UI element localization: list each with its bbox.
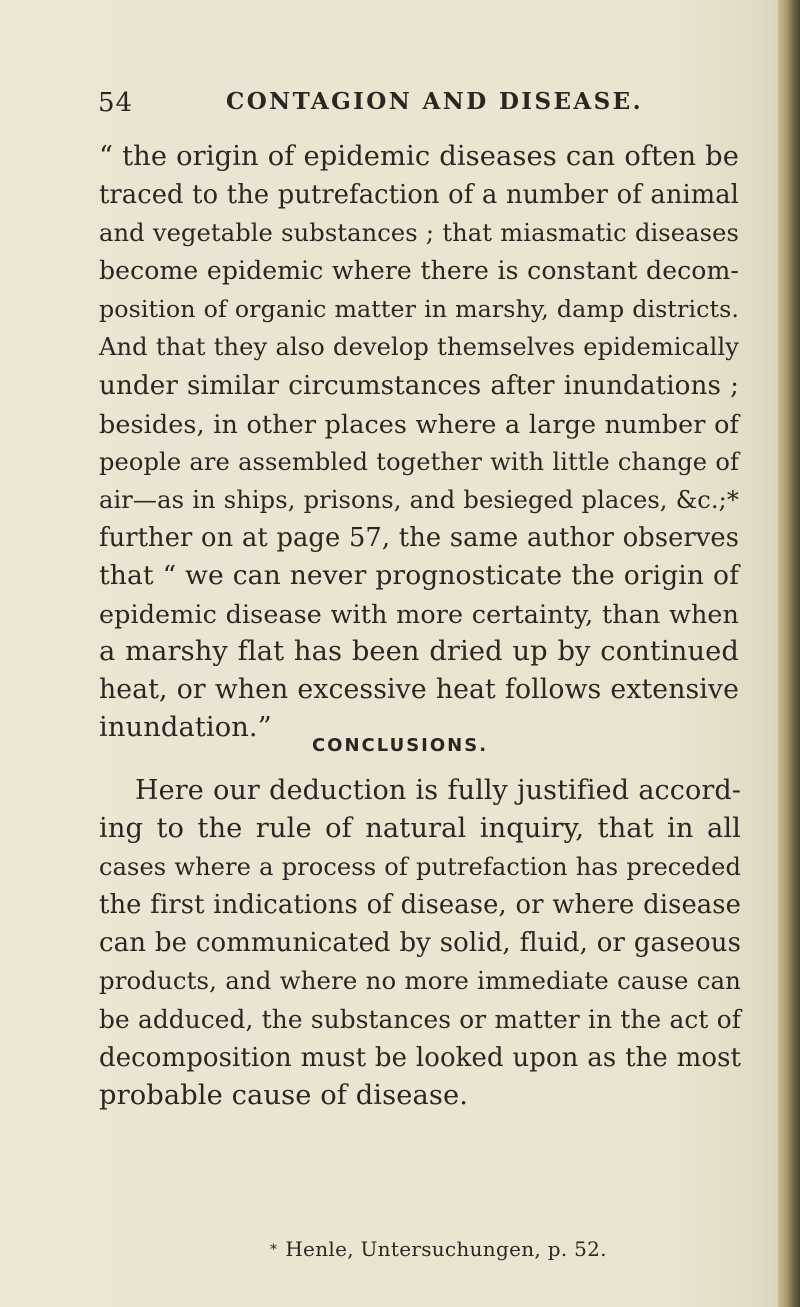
text-line: under similar circumstances after inundations ; [99, 370, 739, 401]
text-line: Here our deduction is fully justified accord- [135, 775, 741, 806]
text-line: can be communicated by solid, fluid, or gaseous [99, 928, 741, 959]
text-line: become epidemic where there is constant decom- [99, 256, 739, 286]
text-line: products, and where no more immediate cause can [99, 966, 741, 996]
text-line: traced to the putrefaction of a number of animal [99, 180, 739, 211]
text-line: a marshy flat has been dried up by continued [99, 636, 739, 668]
text-line: “ the origin of epidemic diseases can often be [99, 141, 739, 172]
running-title: CONTAGION AND DISEASE. [226, 88, 643, 115]
text-line: and vegetable substances ; that miasmatic diseases [99, 219, 739, 248]
paragraph-2 [99, 772, 741, 1115]
book-spine-edge [778, 0, 800, 1307]
footnote [270, 1237, 607, 1261]
text-line: cases where a process of putrefaction has preceded [99, 853, 741, 882]
text-line: probable cause of disease. [99, 1079, 469, 1111]
text-line: position of organic matter in marshy, damp districts. [99, 295, 739, 324]
text-line: decomposition must be looked upon as the most [99, 1042, 741, 1073]
text-line: besides, in other places where a large number of [99, 408, 739, 439]
page-number: 54 [98, 88, 134, 118]
text-line: the first indications of disease, or where disease [99, 890, 741, 921]
text-line: be adduced, the substances or matter in the act of [99, 1004, 741, 1034]
text-line: epidemic disease with more certainty, than when [99, 599, 739, 630]
footnote-mark: * [270, 1242, 278, 1258]
text-line: heat, or when excessive heat follows extensive [99, 674, 739, 706]
text-line: And that they also develop themselves epidemically [99, 333, 739, 362]
section-heading: CONCLUSIONS. [311, 735, 489, 756]
text-line: further on at page 57, the same author observes [99, 522, 739, 553]
text-line: inundation.” [99, 712, 272, 744]
footnote-text: Henle, Untersuchungen, p. 52. [285, 1237, 607, 1261]
text-line: ing to the rule of natural inquiry, that in all [99, 813, 741, 845]
page-header [98, 88, 738, 122]
text-line: air—as in ships, prisons, and besieged places, &c.;* [99, 485, 739, 514]
paragraph-1 [99, 138, 739, 748]
text-line: people are assembled together with little change of [99, 447, 739, 476]
text-line: that “ we can never prognosticate the origin of [99, 560, 739, 592]
